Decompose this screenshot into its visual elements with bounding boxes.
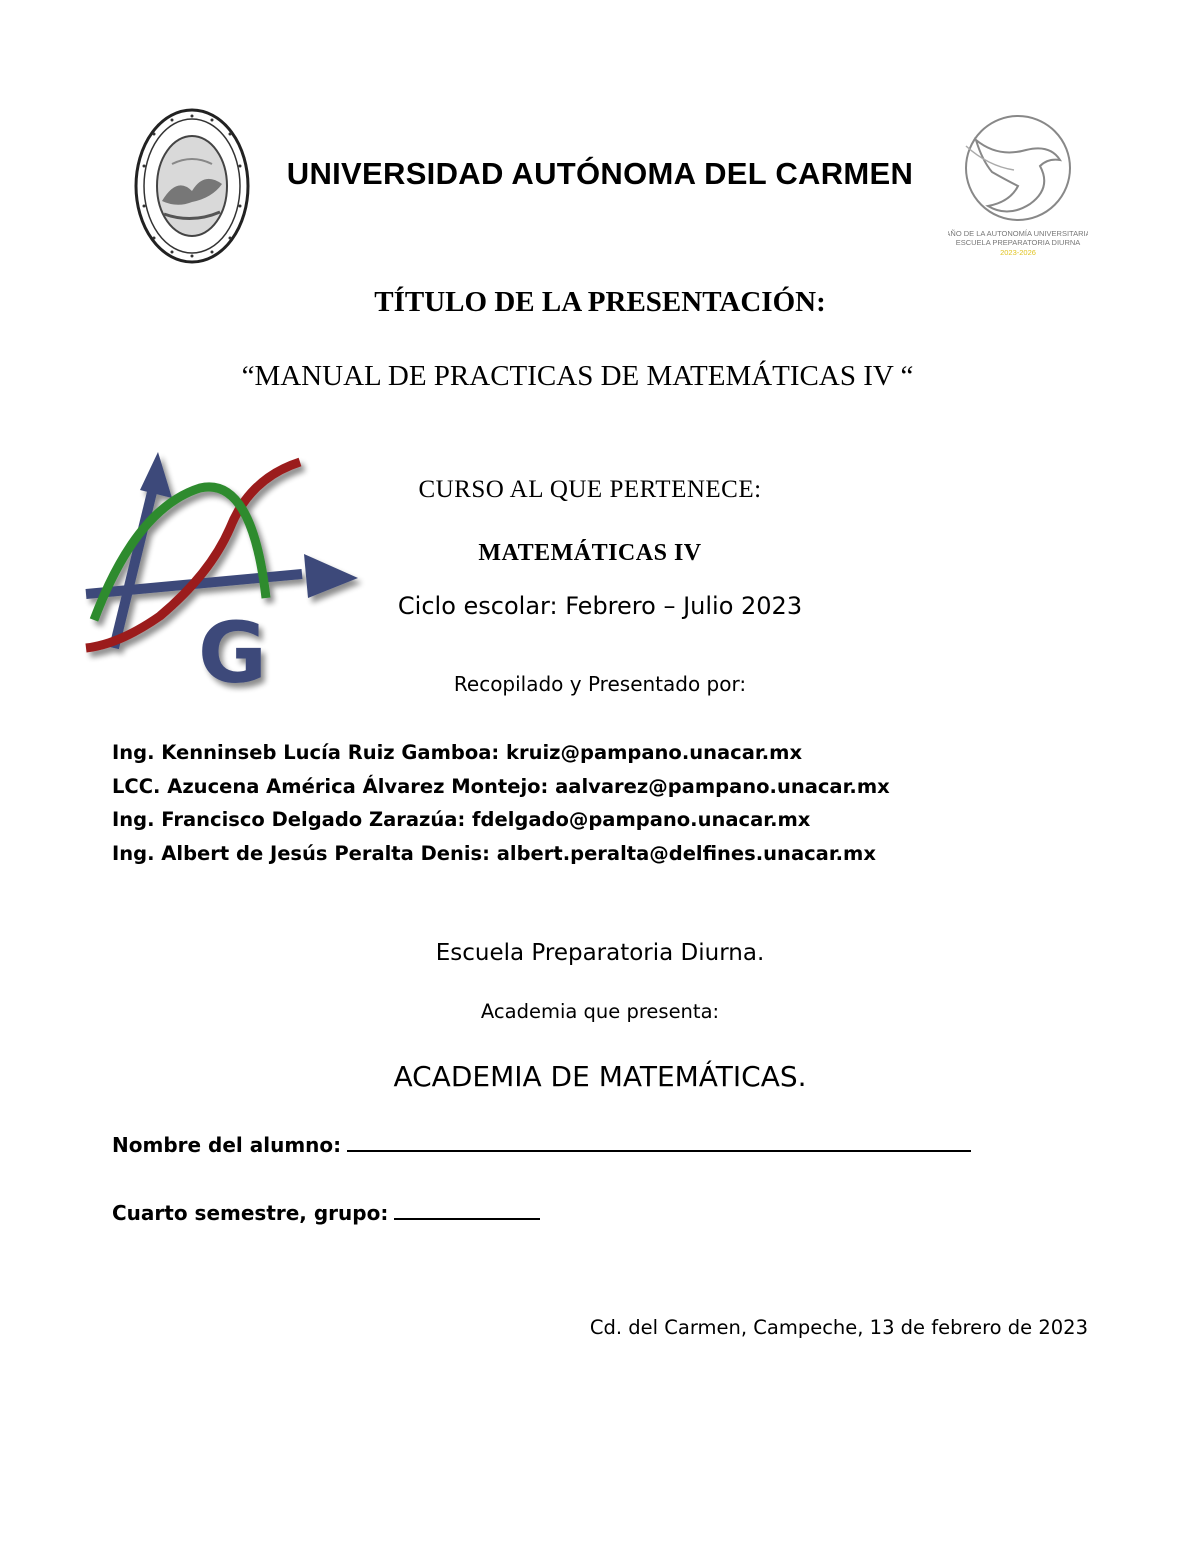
geogebra-logo-icon (80, 448, 370, 708)
student-name-field[interactable] (112, 1130, 971, 1157)
author-line: LCC. Azucena América Álvarez Montejo: aalvarez@pampano.unacar.mx (112, 774, 890, 798)
author-line: Ing. Kenninseb Lucía Ruiz Gamboa: kruiz@pampano.unacar.mx (112, 741, 803, 764)
author-line: Ing. Albert de Jesús Peralta Denis: albert.peralta@delfines.unacar.mx (112, 841, 876, 865)
place-date: Cd. del Carmen, Campeche, 13 de febrero de 2023 (589, 1316, 1088, 1339)
semester-group-label: Cuarto semestre, grupo: (112, 1201, 389, 1225)
university-name: UNIVERSIDAD AUTÓNOMA DEL CARMEN (286, 156, 914, 191)
title-label: TÍTULO DE LA PRESENTACIÓN: (374, 286, 826, 318)
dolphin-logo-text-1: AÑO DE LA AUTONOMÍA UNIVERSITARIA (948, 229, 1088, 238)
dolphin-logo-text-2: ESCUELA PREPARATORIA DIURNA (955, 238, 1081, 247)
author-line: Ing. Francisco Delgado Zarazúa: fdelgado@pampano.unacar.mx (112, 808, 811, 831)
semester-group-field[interactable] (112, 1198, 540, 1225)
dolphin-logo-icon (948, 110, 1088, 260)
course-label: CURSO AL QUE PERTENECE: (418, 476, 762, 503)
document-title: “MANUAL DE PRACTICAS DE MATEMÁTICAS IV “ (241, 360, 914, 392)
student-name-label: Nombre del alumno: (112, 1133, 342, 1157)
academy-name: ACADEMIA DE MATEMÁTICAS. (393, 1060, 807, 1093)
authors-list (112, 736, 890, 870)
course-name: MATEMÁTICAS IV (478, 540, 702, 566)
dolphin-logo-years: 2023-2026 (1000, 248, 1036, 257)
school-cycle: Ciclo escolar: Febrero – Julio 2023 (397, 592, 803, 620)
school-name: Escuela Preparatoria Diurna. (435, 940, 765, 966)
compiled-by-label: Recopilado y Presentado por: (453, 672, 747, 696)
student-name-blank[interactable] (347, 1130, 971, 1152)
semester-group-blank[interactable] (394, 1198, 540, 1220)
academy-label: Academia que presenta: (480, 1000, 720, 1023)
svg-text:G: G (198, 604, 267, 702)
